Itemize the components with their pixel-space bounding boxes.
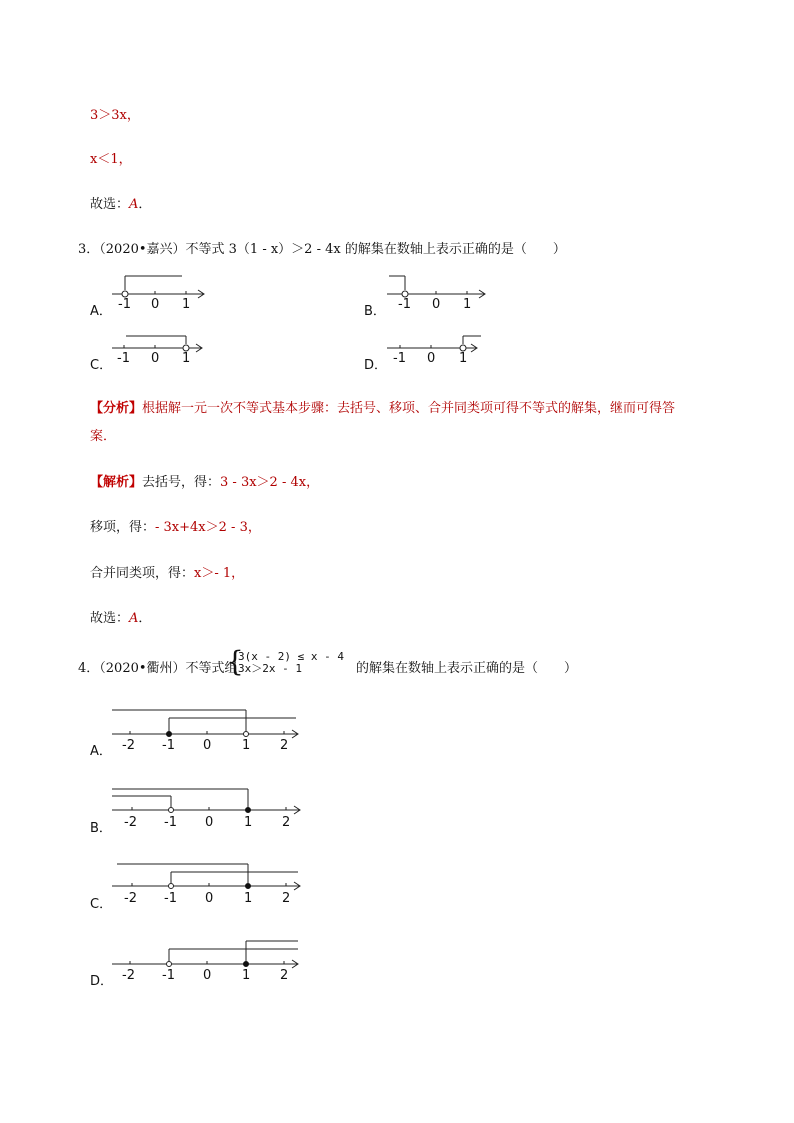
tick-label: 2 <box>282 891 291 906</box>
tick-label: 2 <box>280 968 289 983</box>
q3-analysis <box>90 397 675 416</box>
system-line-1: 3(x - 2) ≤ x - 4 <box>238 650 344 663</box>
q3-stem: 3．（2020•嘉兴）不等式 3（1 - x）＞2 - 4x 的解集在数轴上表示正确的是（ ） <box>78 242 566 257</box>
solution-tag: 【解析】 <box>90 475 143 490</box>
solution-line-1: 3＞3x， <box>90 108 140 123</box>
tick-label: 0 <box>203 968 212 983</box>
tick-label: 1 <box>182 297 191 312</box>
tick-label: 1 <box>182 351 191 366</box>
tick-label: 1 <box>459 351 468 366</box>
q3-option-c-number-line <box>110 326 210 366</box>
q3-solution-step-3 <box>90 562 244 581</box>
tick-label: -2 <box>122 968 135 983</box>
step-label: 去括号，得： <box>142 475 221 490</box>
tick-label: -1 <box>164 815 177 830</box>
tick-label: 0 <box>205 891 214 906</box>
step-label: 合并同类项，得： <box>90 566 195 581</box>
q3-solution-step-2 <box>90 516 261 535</box>
tick-label: 0 <box>151 351 160 366</box>
q4-option-a-label: A． <box>90 744 112 759</box>
tick-label: 0 <box>151 297 160 312</box>
step-expression: x＞- 1， <box>194 566 245 581</box>
tick-label: -1 <box>393 351 406 366</box>
q3-final-answer <box>90 607 151 626</box>
tick-label: -1 <box>162 968 175 983</box>
step-expression: - 3x+4x＞2 - 3， <box>155 520 261 535</box>
q3-option-a-label: A． <box>90 304 112 319</box>
q4-stem-prefix: 4．（2020•衢州）不等式组 <box>78 661 238 676</box>
tick-label: 2 <box>282 815 291 830</box>
tick-label: 1 <box>242 738 251 753</box>
analysis-tag: 【分析】 <box>90 401 143 416</box>
q4-option-c-number-line <box>112 858 302 906</box>
tick-label: -2 <box>124 891 137 906</box>
q4-option-b-number-line <box>112 782 302 830</box>
q3-option-c-label: C． <box>90 358 113 373</box>
tick-label: -1 <box>117 351 130 366</box>
system-line-2: 3x＞2x - 1 <box>238 662 302 675</box>
analysis-text: 根据解一元一次不等式基本步骤：去括号、移项、合并同类项可得不等式的解集，继而可得答 <box>142 401 676 416</box>
tick-label: -1 <box>162 738 175 753</box>
q4-option-d-label: D． <box>90 974 114 989</box>
answer-suffix: ． <box>138 611 152 626</box>
answer-prefix: 故选： <box>90 611 130 626</box>
answer-choice: A <box>129 197 139 212</box>
q3-analysis-cont: 案． <box>90 429 117 444</box>
tick-label: -1 <box>398 297 411 312</box>
q4-option-d-number-line <box>112 935 302 983</box>
q4-system <box>238 651 344 675</box>
tick-label: 0 <box>205 815 214 830</box>
tick-label: 1 <box>244 815 253 830</box>
q3-option-b-label: B． <box>364 304 386 319</box>
tick-label: -2 <box>122 738 135 753</box>
q3-option-b-number-line <box>385 270 485 310</box>
answer-prefix: 故选： <box>90 197 130 212</box>
q3-option-a-number-line <box>110 270 210 310</box>
solution-line-2: x＜1， <box>90 152 132 167</box>
tick-label: -1 <box>118 297 131 312</box>
system-brace: { <box>226 645 244 678</box>
q3-solution-step-1 <box>90 471 319 490</box>
q4-option-a-number-line <box>112 705 302 753</box>
q4-stem-suffix: 的解集在数轴上表示正确的是（ ） <box>356 661 578 676</box>
q3-option-d-label: D． <box>364 358 388 373</box>
tick-label: 1 <box>242 968 251 983</box>
q3-option-d-number-line <box>385 326 485 366</box>
tick-label: -1 <box>164 891 177 906</box>
step-expression: 3 - 3x＞2 - 4x， <box>220 475 320 490</box>
tick-label: 1 <box>463 297 472 312</box>
q4-option-b-label: B． <box>90 821 112 836</box>
tick-label: -2 <box>124 815 137 830</box>
tick-label: 0 <box>432 297 441 312</box>
answer-choice: A <box>129 611 139 626</box>
tick-label: 0 <box>427 351 436 366</box>
q4-option-c-label: C． <box>90 897 113 912</box>
answer-suffix: ． <box>138 197 152 212</box>
tick-label: 2 <box>280 738 289 753</box>
step-label: 移项，得： <box>90 520 156 535</box>
tick-label: 0 <box>203 738 212 753</box>
tick-label: 1 <box>244 891 253 906</box>
solution-line-3 <box>90 193 151 212</box>
